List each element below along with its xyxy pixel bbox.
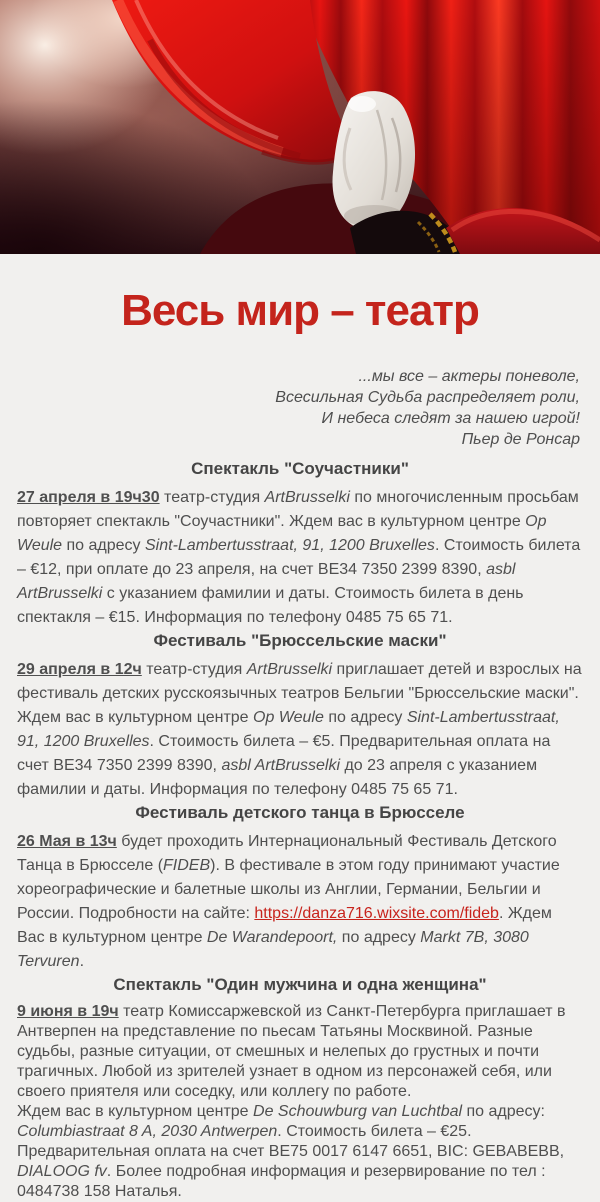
quote-author: Пьер де Ронсар — [461, 431, 580, 448]
quote-line: ...мы все – актеры поневоле, — [358, 368, 580, 385]
text-segment: ArtBrusselki — [264, 489, 350, 506]
event-paragraph — [17, 1002, 583, 1202]
epigraph-quote — [17, 366, 580, 450]
fideb-website-link[interactable]: https://danza716.wixsite.com/fideb — [254, 905, 499, 922]
text-segment: будет проходить Интернациональный Фестиваль Детского Танца в Брюсселе ( — [17, 833, 557, 874]
event-heading: Спектакль "Один мужчина и одна женщина" — [113, 975, 487, 994]
text-segment: De Warandepoort, — [206, 929, 338, 946]
text-segment: FIDEB — [163, 857, 211, 874]
curtain-photo — [0, 0, 600, 254]
text-segment: по адресу: — [462, 1103, 545, 1120]
text-segment: по адресу — [62, 537, 145, 554]
text-segment: театр Комиссаржевской из Санкт-Петербурга приглашает в Антверпен на представление по пьесам Татьяны Москвиной. Разные судьбы, разные ситуации, от смешных и нелепых до грустных и почти трагичных. Любой из зрителей узнает в одном из персонажей себя, или своего приятеля или соседку, или коллегу по работе. — [17, 1003, 566, 1100]
text-segment: . Стоимость билета – €25. Предварительная оплата на счет BE75 0017 6147 6651, BIC: GEBABEBB, — [17, 1123, 565, 1160]
text-segment: . Более подробная информация и резервирование по тел : 0484738 158 Наталья. — [17, 1163, 546, 1200]
event-date: 27 апреля в 19ч30 — [17, 489, 160, 506]
text-segment: до 23 апреля с указанием фамилии и даты. Информация по телефону 0485 75 65 71. — [17, 757, 538, 798]
event-date: 9 июня в 19ч — [17, 1003, 119, 1020]
text-segment: приглашает детей и взрослых на фестиваль детских русскоязычных театров Бельгии "Брюссельские маски". Ждем вас в культурном центре — [17, 661, 582, 726]
event-date: 29 апреля в 12ч — [17, 661, 142, 678]
text-segment: . Ждем Вас в культурном центре — [17, 905, 552, 946]
event-paragraph — [17, 658, 583, 802]
event-section-bryusselskie-maski — [17, 630, 583, 802]
text-segment: по многочисленным просьбам повторяет спектакль "Соучастники". Ждем вас в культурном центре — [17, 489, 579, 530]
event-heading: Спектакль "Соучастники" — [191, 459, 409, 478]
event-paragraph — [17, 486, 583, 630]
text-segment: . Стоимость билета – €12, при оплате до 23 апреля, на счет BE34 7350 2399 8390, — [17, 537, 581, 578]
text-segment: театр-студия — [159, 489, 265, 506]
event-heading: Фестиваль "Брюссельские маски" — [153, 631, 447, 650]
text-segment: De Schouwburg van Luchtbal — [253, 1103, 463, 1120]
text-segment: ArtBrusselki — [246, 661, 333, 678]
text-segment: asbl ArtBrusselki — [221, 757, 341, 774]
event-section-festival-tantsa — [17, 802, 583, 974]
text-segment: по адресу — [337, 929, 421, 946]
text-segment: . — [79, 953, 85, 970]
page-title: Весь мир – театр — [121, 286, 479, 335]
text-segment: asbl ArtBrusselki — [17, 561, 516, 602]
text-segment: Op Weule — [253, 709, 324, 726]
text-segment: театр-студия — [141, 661, 247, 678]
text-segment: DIALOOG fv — [17, 1163, 107, 1180]
event-date: 26 Мая в 13ч — [17, 833, 117, 850]
text-segment: по адресу — [323, 709, 407, 726]
event-section-souchastniki — [17, 458, 583, 630]
text-segment: Columbiastraat 8 A, 2030 Antwerpen — [17, 1123, 278, 1140]
curtain-photo-image — [0, 0, 600, 254]
quote-line: И небеса следят за нашею игрой! — [321, 410, 580, 427]
event-heading: Фестиваль детского танца в Брюсселе — [135, 803, 465, 822]
text-segment: с указанием фамилии и даты. Стоимость билета в день спектакля – €15. Информация по телефону 0485 75 65 71. — [17, 585, 524, 626]
text-segment: . Стоимость билета – €5. Предварительная оплата на счет BE34 7350 2399 8390, — [17, 733, 551, 774]
text-segment: Markt 7B, 3080 Tervuren — [17, 929, 529, 970]
quote-line: Всесильная Судьба распределяет роли, — [275, 389, 580, 406]
text-segment: Sint-Lambertusstraat, 91, 1200 Bruxelles — [17, 709, 560, 750]
text-segment: Op Weule — [17, 513, 547, 554]
text-segment: Sint-Lambertusstraat, 91, 1200 Bruxelles — [145, 537, 435, 554]
event-paragraph — [17, 830, 583, 974]
event-section-odin-muzhchina — [17, 974, 583, 1202]
newsletter-body — [0, 458, 600, 1202]
text-segment: ). В фестивале в этом году принимают участие хореографические и балетные школы из Англии, Германии, Бельгии и России. Подробности на сайте: — [17, 857, 560, 922]
text-segment: Ждем вас в культурном центре — [17, 1103, 254, 1120]
